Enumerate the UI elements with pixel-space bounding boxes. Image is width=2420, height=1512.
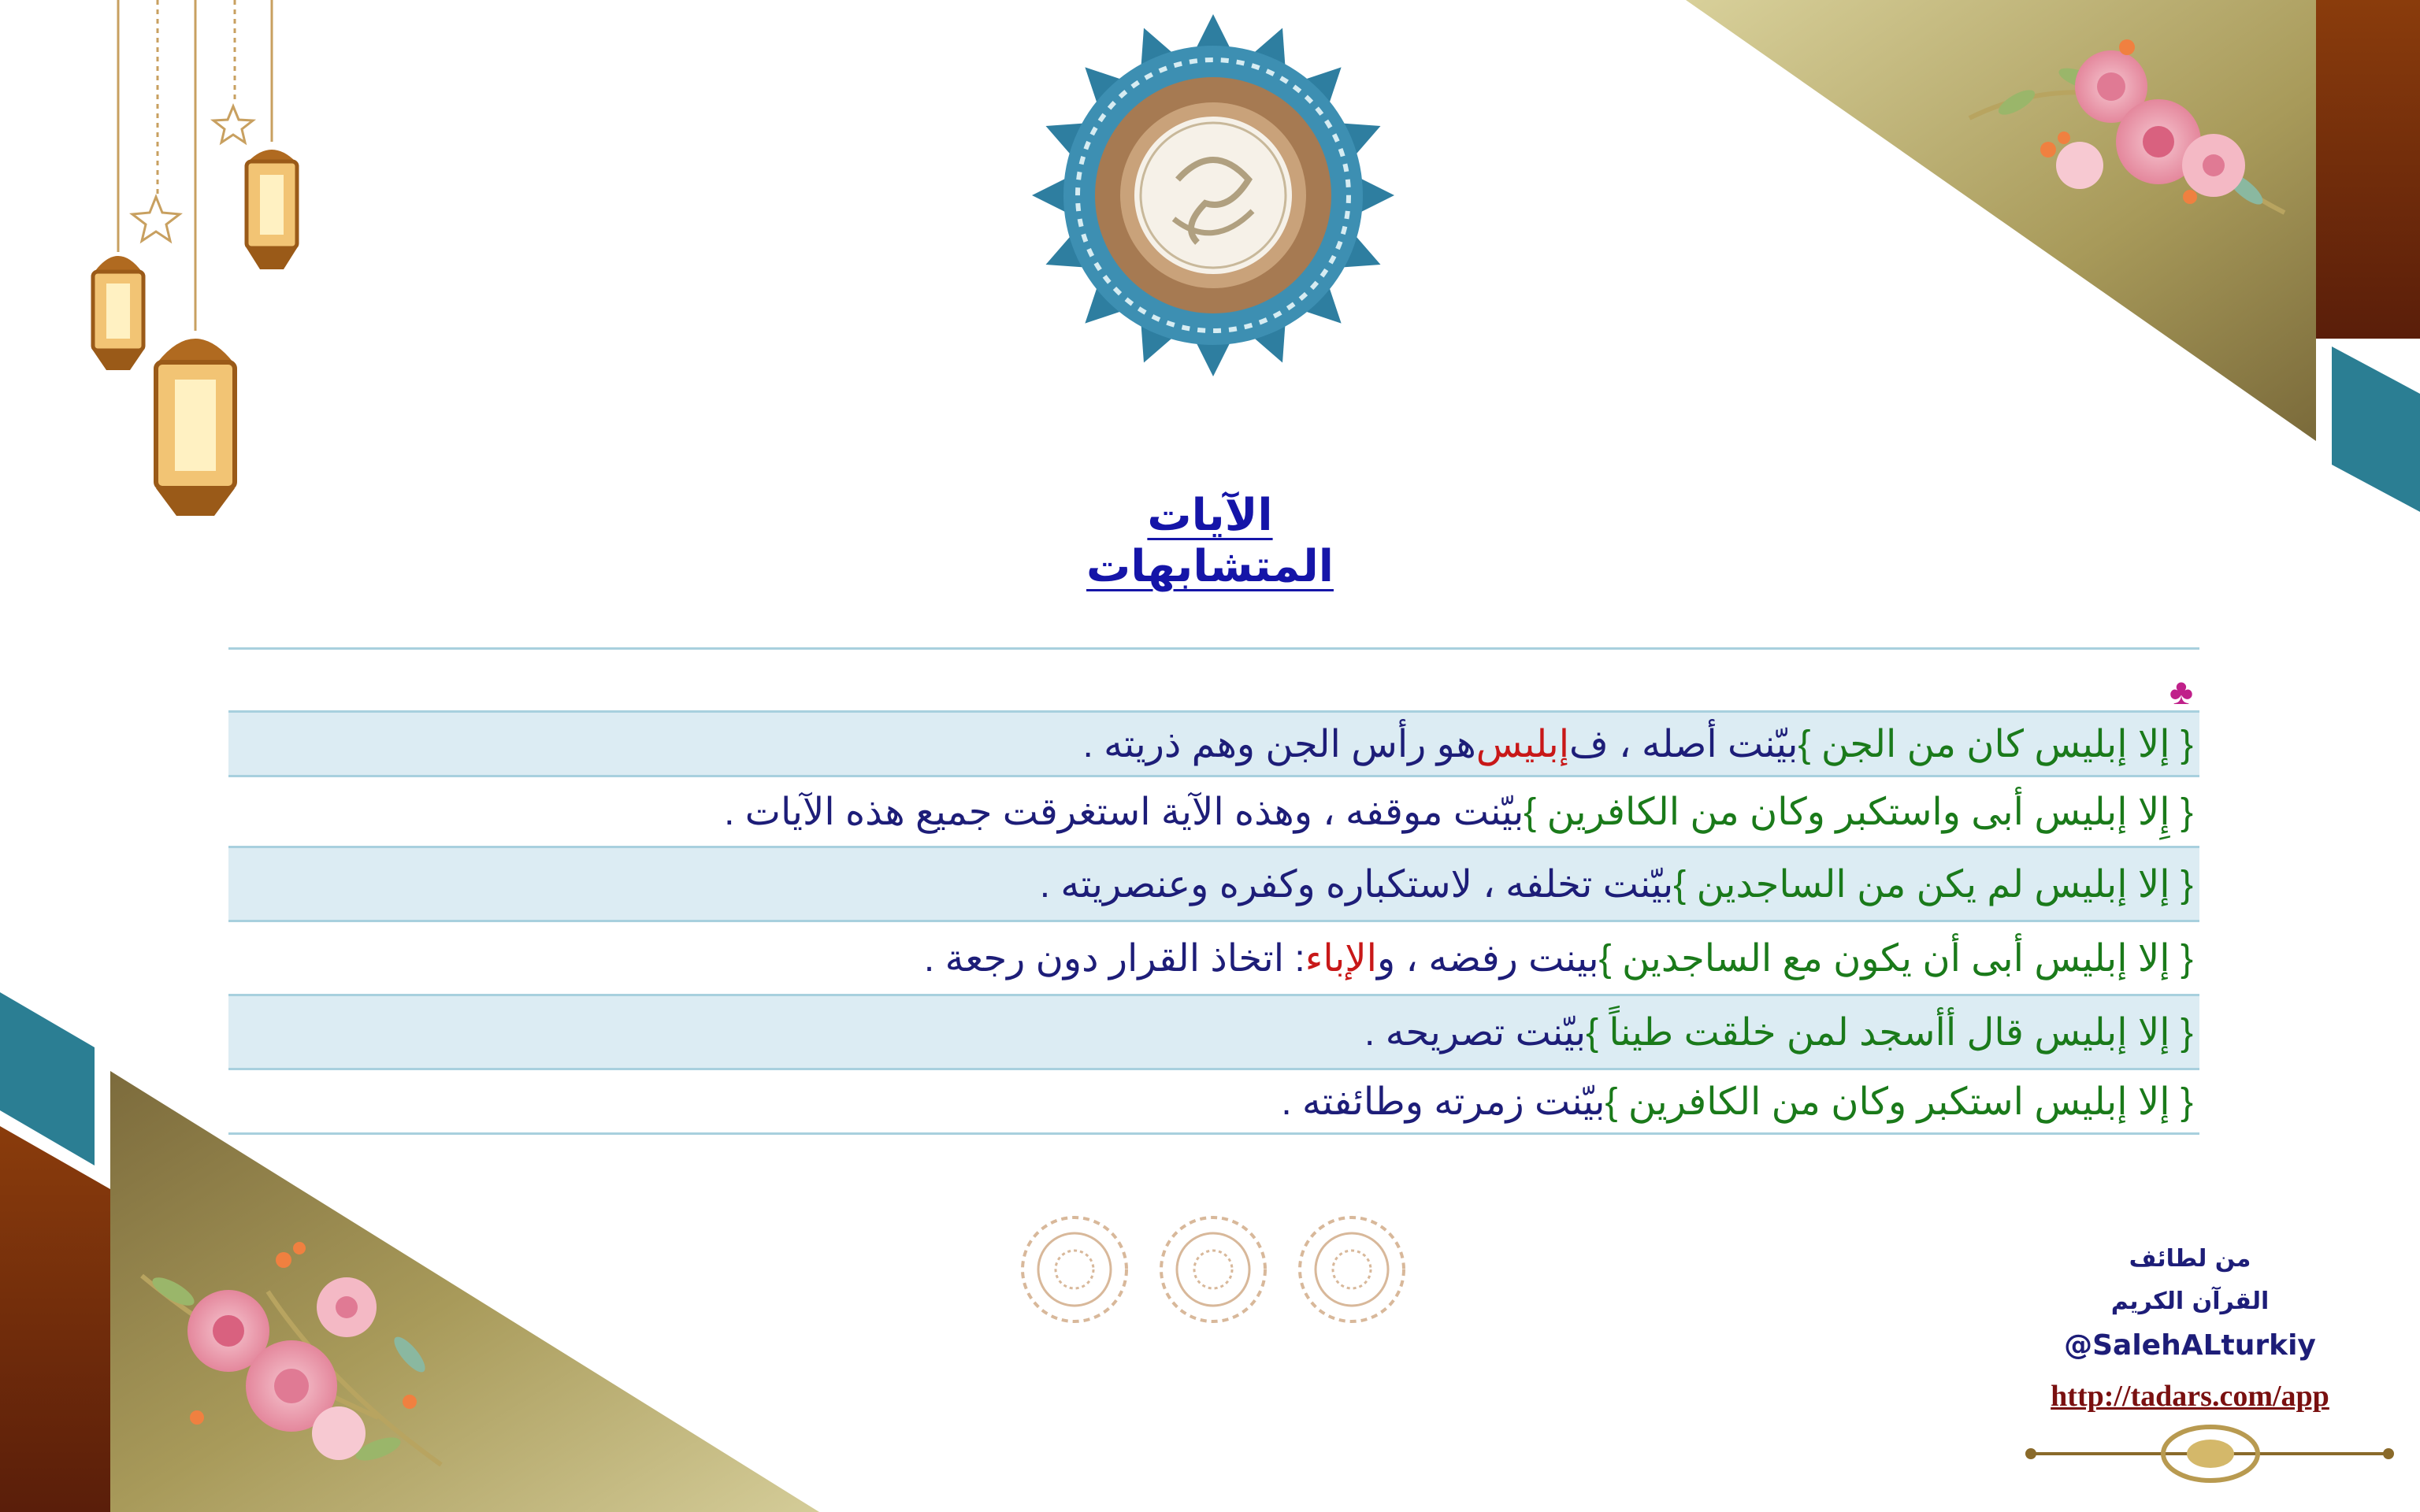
table-row [228,1070,2199,1135]
credit-block [2017,1238,2363,1421]
verse-highlight: إبليس [1475,723,1570,765]
verse-quote: { إلا إبليس أبى أن يكون مع الساجدين } [1598,937,2193,980]
table-row [228,650,2199,713]
quran-rosette-emblem [1032,14,1394,376]
verses-table [228,647,2199,1135]
verse-commentary: : اتخاذ القرار دون رجعة . [923,937,1305,980]
club-suit-icon: ♣ [2169,670,2193,712]
verse-quote: { إلا إبليس لم يكن من الساجدين } [1673,863,2193,906]
verse-commentary: بيّنت زمرته وطائفته . [1281,1080,1605,1123]
table-row [228,713,2199,777]
verse-commentary: بيّنت تخلفه ، لاستكباره وكفره وعنصريته . [1039,863,1674,906]
verse-quote: { إِلا إبليس أبى واستكبر وكان من الكافرين } [1524,791,2193,833]
hanging-lanterns [93,0,297,516]
verse-commentary: بينت رفضه ، و [1377,937,1599,980]
mandala-ornament [1023,1217,1404,1321]
credit-line-1: من لطائف [2129,1245,2251,1273]
table-row [228,922,2199,996]
verse-commentary: بيّنت تصريحه . [1364,1011,1587,1054]
verse-quote: { إلا إبليس قال أأسجد لمن خلقت طيناً } [1586,1011,2193,1054]
credit-line-2: القرآن الكريم [2110,1288,2270,1315]
verse-commentary: بيّنت موقفه ، وهذه الآية استغرقت جميع هذه الآيات . [724,791,1524,833]
verse-commentary: هو رأس الجن وهم ذريته . [1082,723,1476,765]
page-title: الآيات المتشابهات [1086,490,1334,592]
table-row [228,848,2199,922]
verse-highlight: الإباء [1305,937,1378,980]
twitter-handle: @SalehALturkiy [2064,1329,2316,1362]
top-right-corner [1686,0,2420,512]
verse-quote: { إلا إبليس استكبر وكان من الكافرين } [1605,1080,2193,1123]
verse-quote: { إلا إبليس كان من الجن } [1798,723,2193,765]
table-row [228,996,2199,1070]
ornamental-divider [2025,1427,2394,1480]
verse-commentary: بيّنت أصله ، ف [1569,723,1798,765]
website-link[interactable]: http://tadars.com/app [2051,1380,2329,1413]
table-row [228,777,2199,848]
